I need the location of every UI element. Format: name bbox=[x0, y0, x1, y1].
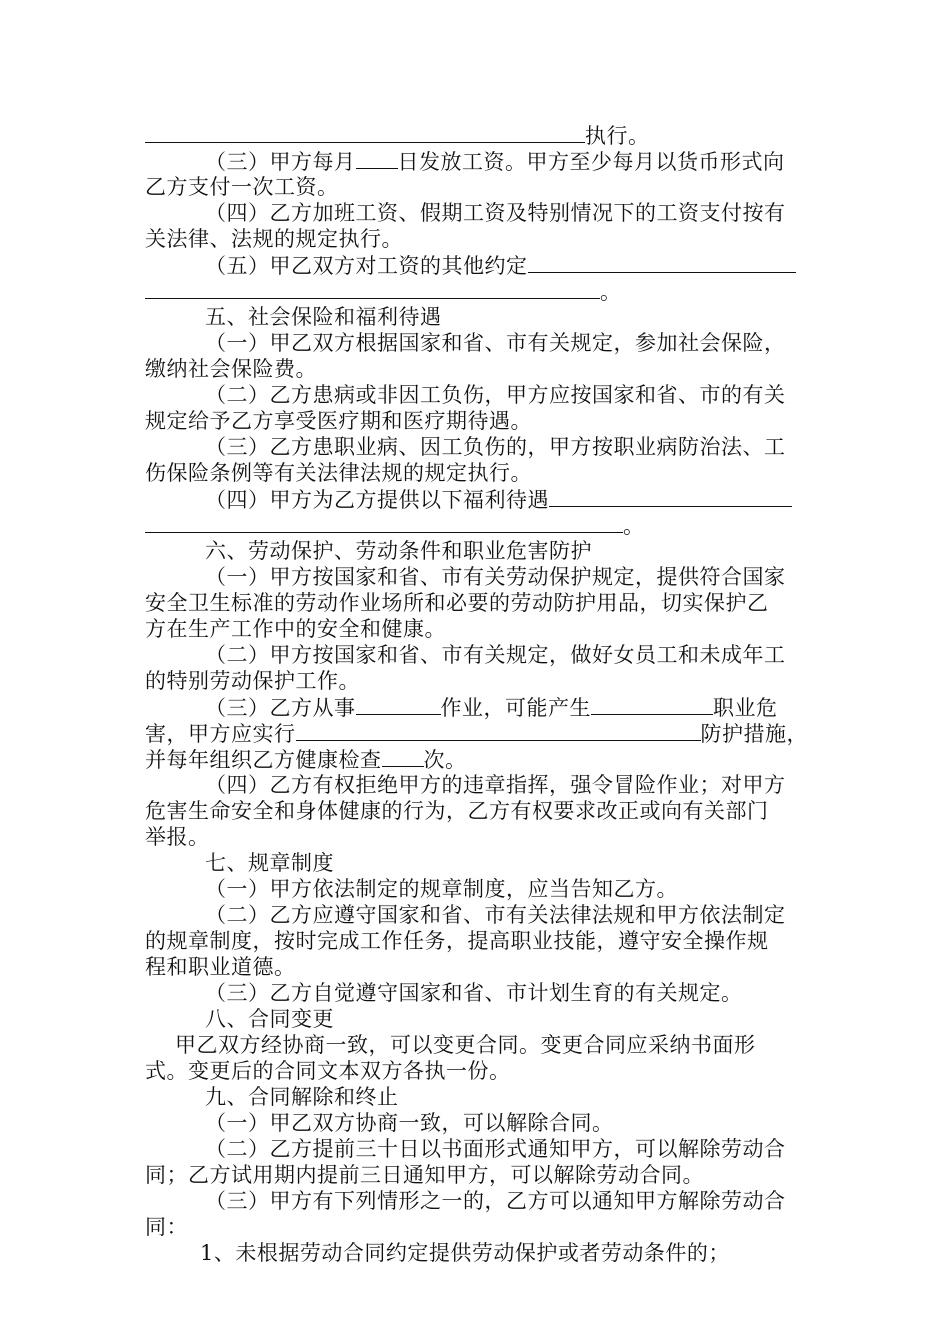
text-line: （三）乙方患职业病、因工负伤的，甲方按职业病防治法、工 bbox=[205, 435, 786, 459]
blank-underline bbox=[296, 720, 701, 741]
section-heading: 九、合同解除和终止 bbox=[205, 1085, 399, 1109]
text-line: （二）甲方按国家和省、市有关规定，做好女员工和未成年工 bbox=[205, 643, 786, 667]
text-line bbox=[145, 512, 645, 538]
section-heading: 八、合同变更 bbox=[205, 1007, 334, 1031]
line-text: 防护措施， bbox=[700, 722, 808, 746]
text-line: （一）甲方按国家和省、市有关劳动保护规定，提供符合国家 bbox=[205, 565, 786, 589]
text-line bbox=[145, 122, 650, 148]
line-text: 作业，可能产生 bbox=[440, 696, 591, 720]
text-line: 甲乙双方经协商一致，可以变更合同。变更合同应采纳书面形 bbox=[175, 1033, 756, 1057]
text-line bbox=[205, 252, 796, 278]
blank-underline bbox=[145, 278, 600, 299]
line-text: 次。 bbox=[423, 748, 467, 772]
section-heading: 七、规章制度 bbox=[205, 851, 334, 875]
line-text: 执行。 bbox=[585, 124, 650, 148]
text-line: 安全卫生标准的劳动作业场所和必要的劳动防护用品，切实保护乙 bbox=[145, 591, 769, 615]
text-line: 关法律、法规的规定执行。 bbox=[145, 227, 403, 251]
blank-underline bbox=[145, 512, 623, 533]
text-line: 程和职业道德。 bbox=[145, 955, 296, 979]
text-line: 规定给予乙方享受医疗期和医疗期待遇。 bbox=[145, 409, 532, 433]
section-heading: 六、劳动保护、劳动条件和职业危害防护 bbox=[205, 539, 592, 563]
section-heading: 五、社会保险和福利待遇 bbox=[205, 305, 442, 329]
line-text: （三）乙方从事 bbox=[205, 696, 356, 720]
line-text: 害，甲方应实行 bbox=[145, 722, 296, 746]
text-line bbox=[145, 278, 622, 304]
blank-underline bbox=[356, 148, 398, 169]
blank-underline bbox=[528, 252, 796, 273]
text-line: （三）甲方有下列情形之一的，乙方可以通知甲方解除劳动合 bbox=[205, 1189, 786, 1213]
text-line: 缴纳社会保险费。 bbox=[145, 357, 317, 381]
text-line: （二）乙方患病或非因工负伤，甲方应按国家和省、市的有关 bbox=[205, 383, 786, 407]
text-line: （一）甲乙双方协商一致，可以解除合同。 bbox=[205, 1111, 614, 1135]
text-line: 式。变更后的合同文本双方各执一份。 bbox=[145, 1059, 511, 1083]
text-line: 同；乙方试用期内提前三日通知甲方，可以解除劳动合同。 bbox=[145, 1163, 704, 1187]
text-line: 危害生命安全和身体健康的行为，乙方有权要求改正或向有关部门 bbox=[145, 799, 769, 823]
blank-underline bbox=[549, 486, 792, 507]
text-line: 方在生产工作中的安全和健康。 bbox=[145, 617, 446, 641]
list-item: 1、未根据劳动合同约定提供劳动保护或者劳动条件的； bbox=[200, 1241, 730, 1265]
blank-underline bbox=[591, 694, 713, 715]
line-text: 。 bbox=[600, 280, 622, 304]
text-line: 同： bbox=[145, 1215, 188, 1239]
line-text: （三）甲方每月 bbox=[205, 150, 356, 174]
text-line: （三）乙方自觉遵守国家和省、市计划生育的有关规定。 bbox=[205, 981, 743, 1005]
text-line: 伤保险条例等有关法律法规的规定执行。 bbox=[145, 461, 532, 485]
text-line bbox=[205, 486, 792, 512]
blank-underline bbox=[382, 746, 424, 767]
line-text: 日发放工资。甲方至少每月以货币形式向 bbox=[397, 150, 785, 174]
blank-underline bbox=[356, 694, 441, 715]
text-line: 的特别劳动保护工作。 bbox=[145, 669, 360, 693]
text-line: 的规章制度，按时完成工作任务，提高职业技能，遵守安全操作规 bbox=[145, 929, 769, 953]
text-line bbox=[205, 694, 778, 720]
line-text: （五）甲乙双方对工资的其他约定 bbox=[205, 254, 528, 278]
line-text: 并每年组织乙方健康检查 bbox=[145, 748, 382, 772]
text-line bbox=[205, 148, 785, 174]
text-line: （四）乙方加班工资、假期工资及特别情况下的工资支付按有 bbox=[205, 201, 786, 225]
text-line: 乙方支付一次工资。 bbox=[145, 175, 339, 199]
text-line: （一）甲乙双方根据国家和省、市有关规定，参加社会保险， bbox=[205, 331, 786, 355]
text-line bbox=[145, 746, 467, 772]
line-text: （四）甲方为乙方提供以下福利待遇 bbox=[205, 488, 549, 512]
line-text: 。 bbox=[623, 514, 645, 538]
text-line: （二）乙方应遵守国家和省、市有关法律法规和甲方依法制定 bbox=[205, 903, 786, 927]
text-line: （四）乙方有权拒绝甲方的违章指挥，强令冒险作业；对甲方 bbox=[205, 773, 786, 797]
text-line bbox=[145, 720, 808, 746]
text-line: 举报。 bbox=[145, 825, 210, 849]
blank-underline bbox=[145, 122, 585, 143]
text-line: （二）乙方提前三十日以书面形式通知甲方，可以解除劳动合 bbox=[205, 1137, 786, 1161]
line-text: 职业危 bbox=[713, 696, 778, 720]
text-line: （一）甲方依法制定的规章制度，应当告知乙方。 bbox=[205, 877, 678, 901]
